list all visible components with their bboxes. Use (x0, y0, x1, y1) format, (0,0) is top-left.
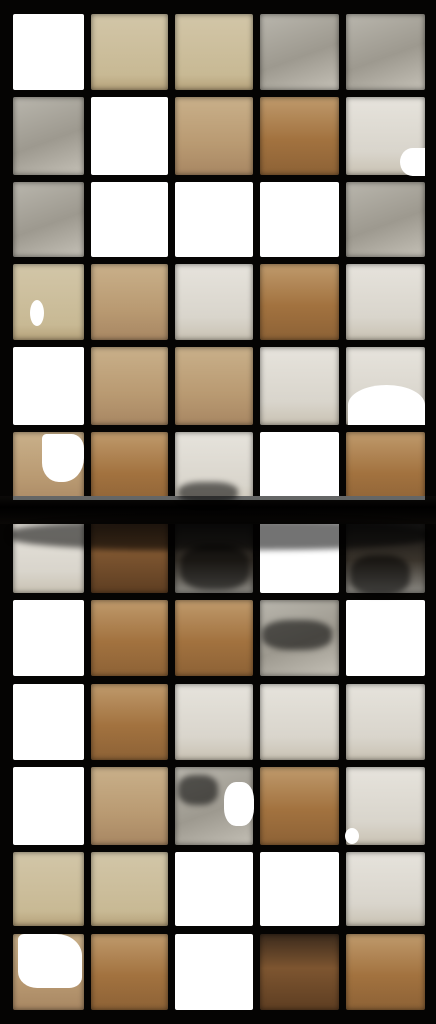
glass-pane-r5-c3 (175, 347, 253, 425)
glass-pane-r1-c2 (91, 14, 168, 90)
broken-pane-r1-c1 (13, 14, 84, 90)
soot-patch (178, 482, 238, 504)
broken-glass-hole (224, 782, 254, 826)
broken-pane-r9-c1 (13, 684, 84, 760)
glass-pane-r2-c1 (13, 97, 84, 175)
glass-pane-r10-c4 (260, 767, 339, 845)
broken-pane-r8-c1 (13, 600, 84, 676)
glass-pane-r11-c2 (91, 852, 168, 926)
soot-patch (178, 775, 218, 805)
broken-pane-r10-c1 (13, 767, 84, 845)
glass-pane-r1-c3 (175, 14, 253, 90)
glass-pane-r9-c4 (260, 684, 339, 760)
glass-pane-r9-c5 (346, 684, 425, 760)
glass-pane-r9-c3 (175, 684, 253, 760)
glass-pane-r8-c3 (175, 600, 253, 676)
broken-pane-r11-c4 (260, 852, 339, 926)
broken-pane-r12-c3 (175, 934, 253, 1010)
broken-glass-hole (30, 300, 44, 326)
glass-pane-r4-c2 (91, 264, 168, 340)
glass-pane-r12-c2 (91, 934, 168, 1010)
broken-glass-hole (42, 434, 84, 482)
glass-pane-r12-c5 (346, 934, 425, 1010)
broken-glass-hole (262, 222, 332, 254)
glass-pane-r3-c5 (346, 182, 425, 257)
broken-pane-r11-c3 (175, 852, 253, 926)
broken-glass-hole (400, 148, 425, 176)
glass-pane-r9-c2 (91, 684, 168, 760)
glass-pane-r4-c3 (175, 264, 253, 340)
broken-pane-r3-c2 (91, 182, 168, 257)
broken-pane-r2-c2 (91, 97, 168, 175)
soot-patch (350, 555, 410, 595)
glass-pane-r2-c4 (260, 97, 339, 175)
glass-pane-r10-c2 (91, 767, 168, 845)
glass-pane-r2-c3 (175, 97, 253, 175)
soot-patch (262, 620, 332, 650)
glass-pane-r11-c1 (13, 852, 84, 926)
glass-pane-r11-c5 (346, 852, 425, 926)
glass-pane-r4-c5 (346, 264, 425, 340)
glass-pane-r8-c2 (91, 600, 168, 676)
broken-pane-r8-c5 (346, 600, 425, 676)
broken-glass-hole (345, 828, 359, 844)
glass-pane-r3-c1 (13, 182, 84, 257)
glass-pane-r5-c2 (91, 347, 168, 425)
broken-glass-hole (348, 385, 425, 425)
broken-glass-hole (18, 934, 82, 988)
broken-pane-r5-c1 (13, 347, 84, 425)
glass-pane-r5-c4 (260, 347, 339, 425)
glass-pane-r1-c5 (346, 14, 425, 90)
glass-pane-r4-c4 (260, 264, 339, 340)
glass-pane-r4-c1 (13, 264, 84, 340)
broken-pane-r3-c3 (175, 182, 253, 257)
glass-pane-r1-c4 (260, 14, 339, 90)
glass-pane-r12-c4 (260, 934, 339, 1010)
soot-patch (180, 545, 250, 590)
